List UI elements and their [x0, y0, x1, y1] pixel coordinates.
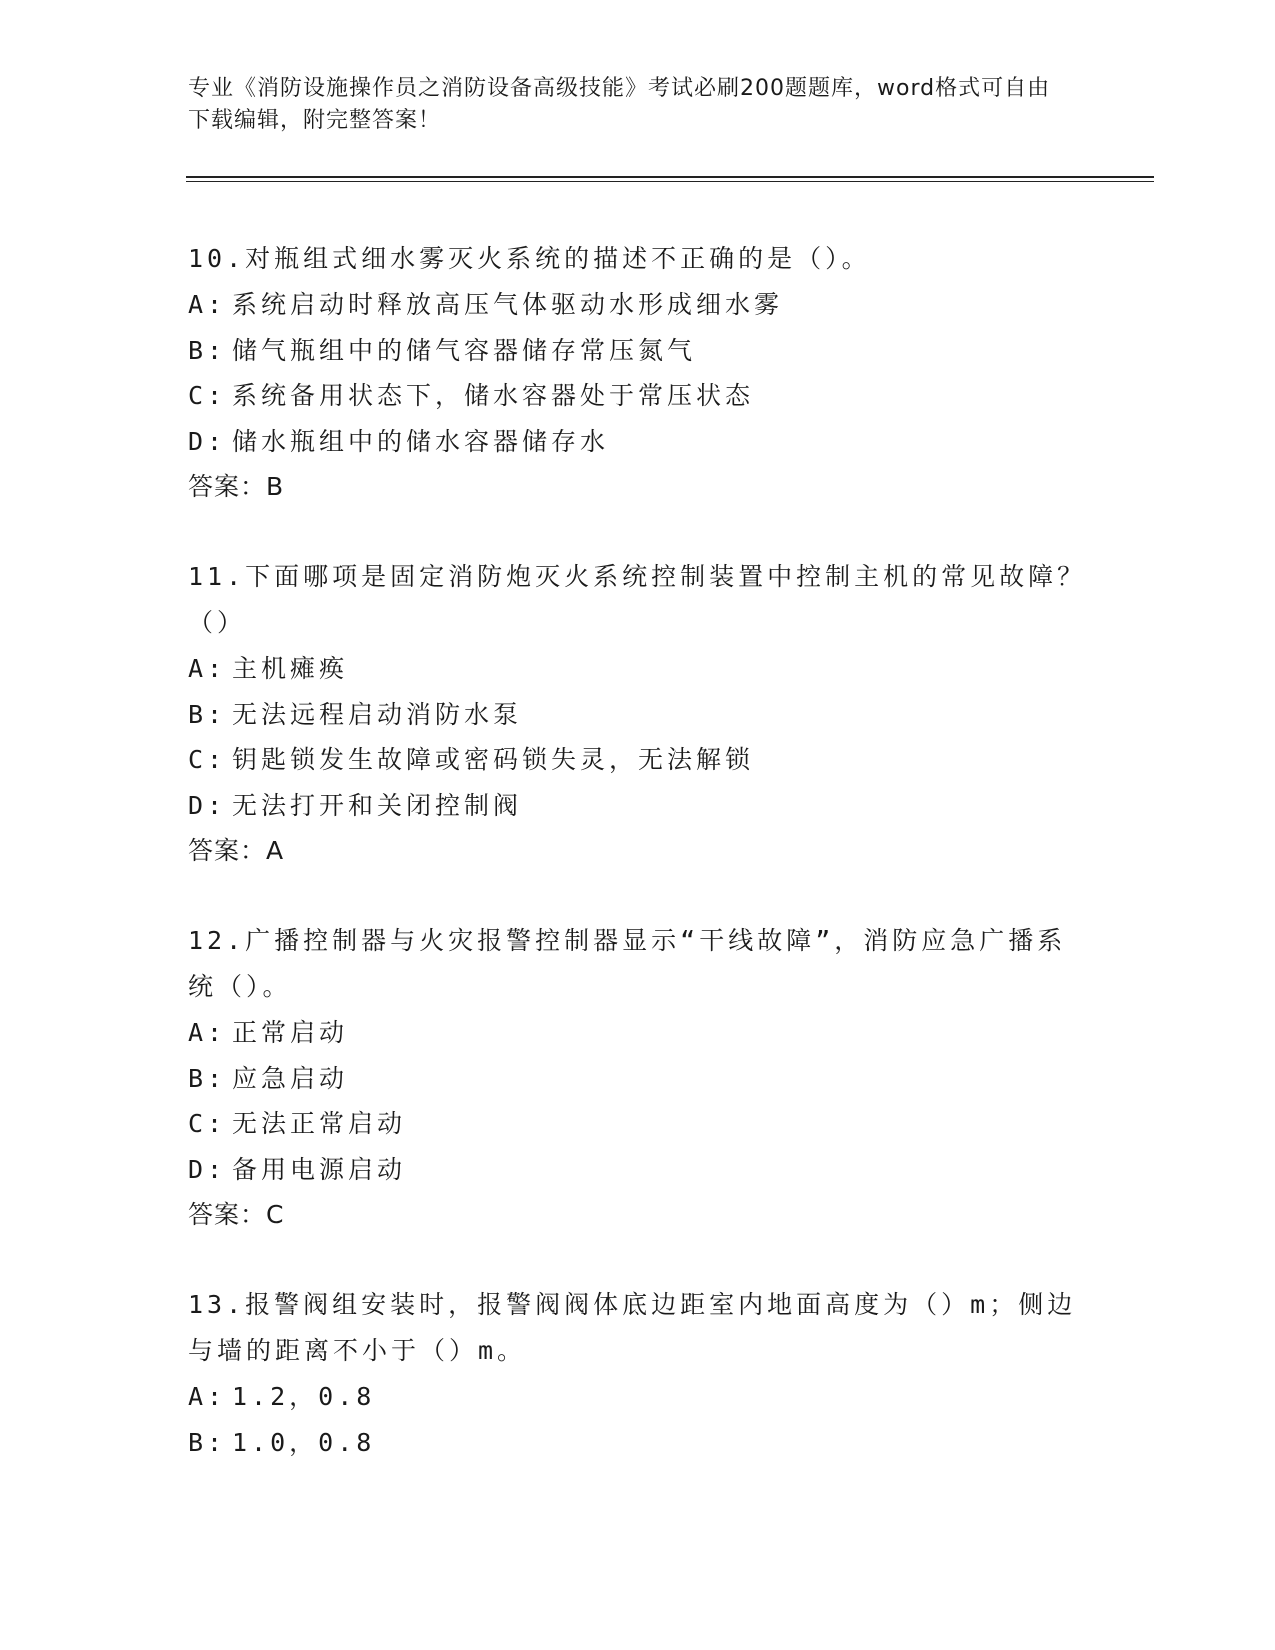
header-divider-thick [186, 176, 1154, 178]
option-b [188, 1056, 1088, 1102]
option-d [188, 1147, 1088, 1193]
option-text: 主机瘫痪 [232, 654, 349, 683]
option-key: D: [188, 426, 227, 456]
option-text: 1.0，0.8 [232, 1427, 376, 1457]
question-stem: 13.报警阀组安装时，报警阀阀体底边距室内地面高度为（）m；侧边与墙的距离不小于（）m。 [188, 1290, 1077, 1365]
option-c [188, 1101, 1088, 1147]
option-text: 备用电源启动 [232, 1154, 407, 1184]
option-text: 无法正常启动 [232, 1109, 407, 1138]
option-d [188, 783, 1088, 829]
option-key: B: [188, 335, 227, 365]
option-key: D: [188, 790, 227, 820]
option-key: B: [188, 699, 227, 729]
option-key: C: [188, 1109, 227, 1138]
question-11 [188, 554, 1088, 874]
option-key: B: [188, 1427, 227, 1457]
option-a [188, 646, 1088, 692]
option-text: 系统启动时释放高压气体驱动水形成细水雾 [232, 290, 784, 319]
option-text: 正常启动 [232, 1018, 349, 1047]
option-text: 储气瓶组中的储气容器储存常压氮气 [232, 335, 697, 365]
option-a [188, 282, 1088, 328]
option-b [188, 328, 1088, 374]
question-13 [188, 1282, 1088, 1465]
answer-line: 答案：C [188, 1200, 285, 1229]
option-key: C: [188, 381, 227, 410]
question-list [188, 236, 1088, 1509]
option-text: 系统备用状态下，储水容器处于常压状态 [232, 381, 755, 410]
option-key: B: [188, 1063, 227, 1093]
option-c [188, 737, 1088, 783]
answer-line: 答案：A [188, 836, 285, 865]
option-key: A: [188, 654, 227, 683]
document-intro: 专业《消防设施操作员之消防设备高级技能》考试必刷200题题库，word格式可自由下载编辑，附完整答案！ [188, 76, 1051, 133]
option-key: A: [188, 1382, 227, 1411]
option-key: C: [188, 745, 227, 774]
option-key: A: [188, 290, 227, 319]
question-stem: 10.对瓶组式细水雾灭火系统的描述不正确的是（）。 [188, 244, 871, 273]
option-a [188, 1374, 1088, 1420]
question-12 [188, 918, 1088, 1238]
option-c [188, 373, 1088, 419]
option-key: D: [188, 1154, 227, 1184]
option-a [188, 1010, 1088, 1056]
option-key: A: [188, 1018, 227, 1047]
option-b [188, 692, 1088, 738]
header-divider-thin [186, 181, 1154, 182]
question-10 [188, 236, 1088, 510]
option-text: 应急启动 [232, 1063, 349, 1093]
option-text: 1.2，0.8 [232, 1382, 376, 1411]
answer-line: 答案：B [188, 472, 285, 501]
option-text: 无法打开和关闭控制阀 [232, 790, 523, 820]
question-stem: 12.广播控制器与火灾报警控制器显示“干线故障”，消防应急广播系统（）。 [188, 926, 1067, 1001]
question-stem: 11.下面哪项是固定消防炮灭火系统控制装置中控制主机的常见故障？（） [188, 562, 1087, 637]
option-b [188, 1420, 1088, 1466]
option-d [188, 419, 1088, 465]
option-text: 储水瓶组中的储水容器储存水 [232, 426, 610, 456]
option-text: 钥匙锁发生故障或密码锁失灵，无法解锁 [232, 745, 755, 774]
option-text: 无法远程启动消防水泵 [232, 699, 523, 729]
